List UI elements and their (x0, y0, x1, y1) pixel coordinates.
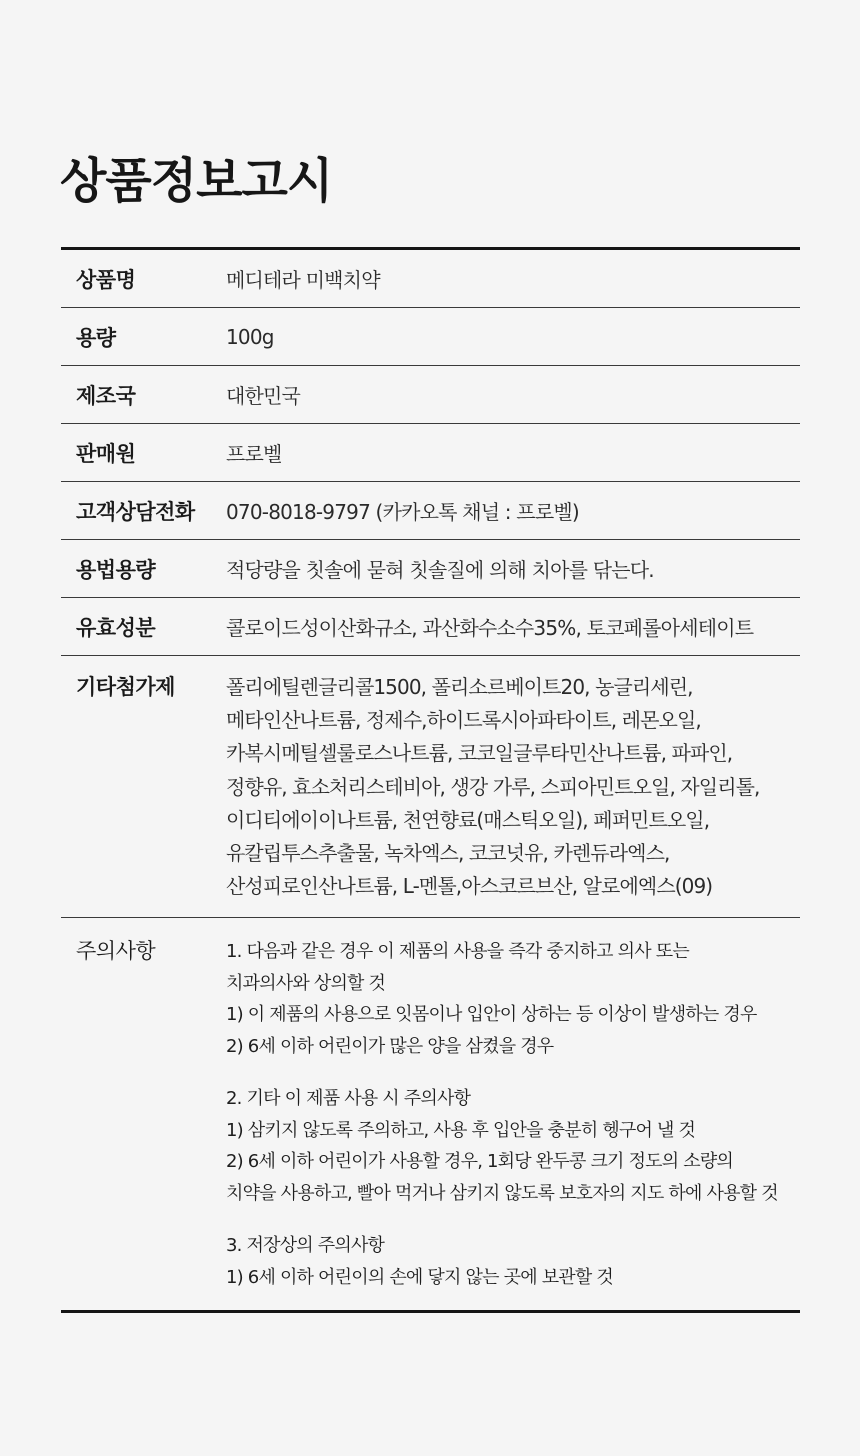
page-title: 상품정보고시 (60, 153, 333, 209)
table-row-volume (61, 308, 800, 366)
row-value: 콜로이드성이산화규소, 과산화수소수35%, 토코페롤아세테이트 (226, 616, 754, 640)
table-row-cautions (61, 918, 800, 1310)
caution-line: 치약을 사용하고, 빨아 먹거나 삼키지 않도록 보호자의 지도 하에 사용할 것 (226, 1182, 778, 1204)
caution-line: 1) 6세 이하 어린이의 손에 닿지 않는 곳에 보관할 것 (226, 1266, 613, 1288)
row-label: 제조국 (76, 383, 136, 408)
caution-section-2 (226, 1083, 800, 1209)
table-row-country (61, 366, 800, 424)
row-value: 메디테라 미백치약 (226, 268, 380, 292)
row-label: 용량 (76, 325, 116, 350)
additives-line: 메타인산나트륨, 정제수,하이드록시아파타이트, 레몬오일, (226, 708, 701, 733)
additives-line: 산성피로인산나트륨, L-멘톨,아스코르브산, 알로에엑스(09) (226, 874, 713, 899)
table-row-active-ingredients (61, 598, 800, 656)
caution-line: 1) 삼키지 않도록 주의하고, 사용 후 입안을 충분히 헹구어 낼 것 (226, 1119, 696, 1141)
row-value: 070-8018-9797 (카카오톡 채널 : 프로벨) (226, 500, 579, 524)
additives-line: 이디티에이이나트륨, 천연향료(매스틱오일), 페퍼민트오일, (226, 807, 710, 832)
table-row-additives (61, 656, 800, 918)
table-row-customer-service (61, 482, 800, 540)
caution-line: 치과의사와 상의할 것 (226, 972, 386, 994)
additives-line: 정향유, 효소처리스테비아, 생강 가루, 스피아민트오일, 자일리톨, (226, 774, 760, 799)
cautions-content (226, 936, 800, 1293)
row-label: 주의사항 (76, 939, 156, 964)
additives-line: 폴리에틸렌글리콜1500, 폴리소르베이트20, 농글리세린, (226, 675, 693, 699)
table-row-seller (61, 424, 800, 482)
row-value: 프로벨 (226, 442, 282, 466)
additives-list (226, 671, 800, 903)
caution-line: 3. 저장상의 주의사항 (226, 1235, 385, 1257)
caution-line: 1. 다음과 같은 경우 이 제품의 사용을 즉각 중지하고 의사 또는 (226, 941, 689, 963)
row-label: 상품명 (76, 267, 136, 292)
row-value: 적당량을 칫솔에 묻혀 칫솔질에 의해 치아를 닦는다. (226, 558, 654, 582)
additives-line: 유칼립투스추출물, 녹차엑스, 코코넛유, 카렌듀라엑스, (226, 841, 670, 866)
row-label: 유효성분 (76, 615, 156, 640)
caution-line: 2) 6세 이하 어린이가 사용할 경우, 1회당 완두콩 크기 정도의 소량의 (226, 1151, 734, 1173)
table-row-usage (61, 540, 800, 598)
caution-line: 2. 기타 이 제품 사용 시 주의사항 (226, 1088, 471, 1110)
product-info-table (61, 247, 800, 1313)
table-row-product-name (61, 250, 800, 308)
row-label: 기타첨가제 (76, 675, 175, 699)
caution-section-1 (226, 936, 800, 1062)
caution-section-3 (226, 1230, 800, 1293)
additives-line: 카복시메틸셀룰로스나트륨, 코코일글루타민산나트륨, 파파인, (226, 741, 733, 766)
row-label: 고객상담전화 (76, 499, 195, 524)
caution-line: 2) 6세 이하 어린이가 많은 양을 삼켰을 경우 (226, 1035, 554, 1057)
row-label: 판매원 (76, 441, 136, 466)
row-label: 용법용량 (76, 557, 156, 582)
row-value: 100g (226, 324, 274, 349)
caution-line: 1) 이 제품의 사용으로 잇몸이나 입안이 상하는 등 이상이 발생하는 경우 (226, 1004, 757, 1026)
row-value: 대한민국 (226, 384, 301, 408)
